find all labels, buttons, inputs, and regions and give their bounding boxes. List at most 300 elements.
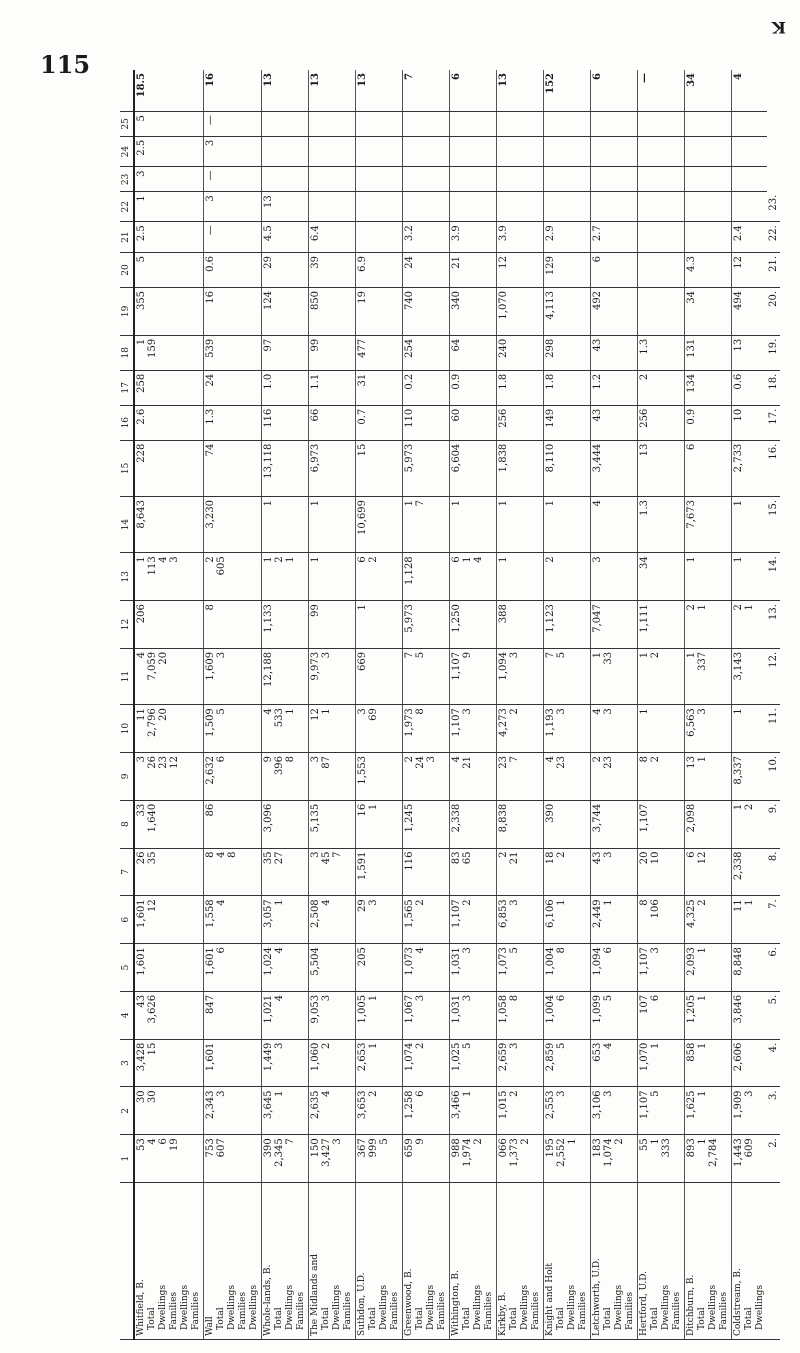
empty-cell	[638, 192, 685, 222]
data-cell	[732, 370, 768, 405]
cell-value: 1	[697, 1090, 708, 1097]
row-sub-label: Total	[216, 1307, 226, 1330]
cell-value: 1	[639, 708, 650, 715]
data-cell	[544, 497, 591, 553]
data-cell	[450, 222, 497, 253]
cell-value: 1,640	[147, 803, 158, 833]
footer-cell: 4.	[767, 1039, 780, 1087]
cell-value: 13	[263, 195, 274, 208]
cell-value: 1	[733, 708, 744, 715]
column-header: 17	[120, 370, 134, 405]
data-cell	[732, 497, 768, 553]
cell-value: 492	[592, 290, 603, 311]
row-name-cell	[544, 1183, 591, 1340]
empty-cell	[356, 222, 403, 253]
cell-value: 5,973	[404, 443, 415, 473]
row-name-cell	[134, 1183, 204, 1340]
cell-value: 1,123	[545, 604, 556, 633]
cell-value: 2	[404, 755, 415, 763]
cell-value: 2.6	[136, 408, 147, 425]
cell-value: 893	[686, 1138, 697, 1158]
empty-cell	[356, 192, 403, 222]
data-cell	[591, 553, 638, 601]
row-total: 13	[309, 70, 356, 112]
cell-value: 1	[733, 556, 744, 563]
data-cell	[638, 497, 685, 553]
cell-value: 3	[462, 947, 473, 954]
data-cell	[204, 335, 262, 370]
cell-value: 3,057	[263, 899, 274, 928]
column-header: 3	[120, 1039, 134, 1087]
data-cell	[450, 440, 497, 496]
data-cell	[544, 405, 591, 440]
footer-cell: 15.	[767, 497, 780, 553]
cell-value: 6	[158, 1138, 169, 1145]
data-cell	[403, 222, 450, 253]
cell-value: 12	[498, 255, 509, 269]
data-cell	[450, 553, 497, 601]
data-cell	[262, 991, 309, 1039]
cell-value: 609	[744, 1138, 755, 1158]
cell-value: 60	[451, 408, 462, 422]
cell-value: 24	[415, 755, 426, 769]
data-cell	[497, 601, 544, 649]
cell-value: 6	[556, 994, 567, 1002]
cell-value: 3	[332, 1138, 343, 1145]
empty-cell	[685, 192, 732, 222]
data-cell	[685, 648, 732, 704]
empty-cell	[356, 112, 403, 137]
cell-value: 4,325	[686, 899, 697, 928]
cell-value: 29	[263, 255, 274, 269]
column-header: 5	[120, 944, 134, 992]
table-row	[591, 70, 638, 1340]
data-cell	[204, 944, 262, 992]
cell-value: 367	[357, 1138, 368, 1158]
row-name-cell	[638, 1183, 685, 1340]
cell-value: 45	[321, 851, 332, 865]
cell-value: 2	[321, 1042, 332, 1050]
data-cell	[403, 252, 450, 287]
cell-value: 1,073	[498, 947, 509, 976]
data-cell	[262, 896, 309, 944]
cell-value: 1,625	[686, 1090, 697, 1120]
footer-cell: 7.	[767, 896, 780, 944]
data-cell	[134, 896, 204, 944]
cell-value: 4	[274, 947, 285, 954]
data-cell	[732, 896, 768, 944]
cell-value: 35	[147, 851, 158, 865]
cell-value: 6	[686, 443, 697, 451]
cell-value: 2.5	[136, 225, 147, 242]
data-cell	[497, 497, 544, 553]
data-cell	[544, 896, 591, 944]
row-sub-label: Total	[650, 1307, 660, 1330]
cell-value: 8	[639, 755, 650, 763]
cell-value: 3	[462, 708, 473, 715]
empty-cell	[403, 112, 450, 137]
data-cell	[450, 752, 497, 800]
data-cell	[204, 848, 262, 896]
row-sub-label: Dwellings	[520, 1284, 530, 1330]
column-header: 4	[120, 991, 134, 1039]
data-cell	[591, 1039, 638, 1087]
cell-value: 4	[451, 755, 462, 763]
cell-value: 3,744	[592, 803, 603, 833]
data-cell	[497, 800, 544, 848]
empty-cell	[544, 192, 591, 222]
data-cell	[403, 497, 450, 553]
empty-cell	[544, 167, 591, 192]
cell-value: 355	[136, 290, 147, 311]
cell-value: 5,504	[310, 947, 321, 976]
data-cell	[403, 405, 450, 440]
cell-value: 34	[639, 556, 650, 570]
data-cell	[450, 1087, 497, 1135]
cell-value: 5	[136, 255, 147, 263]
cell-value: 16	[205, 290, 216, 304]
cell-value: 1,591	[357, 851, 368, 881]
data-cell	[356, 335, 403, 370]
column-header: 11	[120, 648, 134, 704]
cell-value: 1,443	[733, 1138, 744, 1167]
cell-value: 1,107	[639, 803, 650, 833]
cell-value: 1,373	[509, 1138, 520, 1167]
data-cell	[732, 800, 768, 848]
cell-value: 4	[136, 651, 147, 659]
cell-value: 333	[661, 1138, 672, 1158]
cell-value: 396	[274, 755, 285, 776]
cell-value: 5,973	[404, 604, 415, 633]
data-cell	[134, 370, 204, 405]
cell-value: 6	[216, 755, 227, 763]
data-cell	[732, 848, 768, 896]
cell-value: 1	[451, 500, 462, 507]
cell-value: 8	[227, 851, 238, 858]
cell-value: 3	[744, 1090, 755, 1097]
data-cell	[497, 991, 544, 1039]
data-cell	[309, 648, 356, 704]
row-sub-label: Families	[437, 1291, 447, 1330]
cell-value: 8,848	[733, 947, 744, 976]
data-cell	[497, 1039, 544, 1087]
data-cell	[309, 497, 356, 553]
data-cell	[685, 1135, 732, 1183]
cell-value: 256	[639, 408, 650, 428]
cell-value: 3	[169, 556, 180, 563]
data-cell	[134, 167, 204, 192]
cell-value: 3	[650, 947, 661, 954]
cell-value: 1,025	[451, 1042, 462, 1072]
empty-cell	[450, 112, 497, 137]
table-row	[685, 70, 732, 1340]
cell-value: 6	[451, 556, 462, 563]
cell-value: 3	[274, 1042, 285, 1050]
row-sub-label: Dwellings	[249, 1284, 259, 1330]
row-sub-label: Families	[484, 1291, 494, 1330]
cell-value: 1.3	[205, 408, 216, 425]
data-cell	[544, 287, 591, 335]
column-header: 1	[120, 1135, 134, 1183]
cell-value: 3,428	[136, 1042, 147, 1072]
table-row	[638, 70, 685, 1340]
cell-value: 1	[498, 500, 509, 507]
cell-value: 2,449	[592, 899, 603, 928]
empty-cell	[638, 287, 685, 335]
data-cell	[356, 287, 403, 335]
cell-value: 4.3	[686, 255, 697, 272]
cell-value: 159	[147, 338, 158, 358]
data-cell	[262, 705, 309, 753]
data-cell	[591, 944, 638, 992]
empty-cell	[638, 167, 685, 192]
cell-value: 5	[379, 1138, 390, 1145]
data-cell	[450, 252, 497, 287]
column-header: 19	[120, 287, 134, 335]
cell-value: 1,553	[357, 755, 368, 785]
data-cell	[356, 705, 403, 753]
empty-cell	[638, 136, 685, 167]
cell-value: 2	[733, 604, 744, 611]
column-header: 21	[120, 222, 134, 253]
empty-cell	[403, 167, 450, 192]
cell-value: 1	[274, 1090, 285, 1097]
cell-value: 1.8	[545, 373, 556, 390]
cell-value: 8	[285, 755, 296, 763]
cell-value: 6,973	[310, 443, 321, 473]
cell-value: 6,106	[545, 899, 556, 928]
cell-value: 337	[697, 651, 708, 671]
cell-value: 99	[310, 338, 321, 352]
data-cell	[262, 553, 309, 601]
cell-value: 1	[697, 1138, 708, 1145]
cell-value: 2.4	[733, 225, 744, 242]
data-cell	[497, 287, 544, 335]
cell-value: 3	[603, 1090, 614, 1097]
column-header: 23	[120, 167, 134, 192]
cell-value: 1,601	[136, 947, 147, 976]
cell-value: 2,338	[451, 803, 462, 833]
data-cell	[204, 405, 262, 440]
cell-value: 533	[274, 708, 285, 728]
cell-value: 3	[603, 708, 614, 715]
data-cell	[134, 440, 204, 496]
cell-value: 2	[520, 1138, 531, 1145]
data-cell	[591, 601, 638, 649]
cell-value: 1	[733, 803, 744, 811]
cell-value: 390	[263, 1138, 274, 1158]
data-cell	[685, 752, 732, 800]
data-cell	[732, 648, 768, 704]
empty-cell	[497, 192, 544, 222]
data-cell	[309, 553, 356, 601]
data-cell	[356, 944, 403, 992]
data-cell	[403, 1135, 450, 1183]
data-cell	[309, 991, 356, 1039]
cell-value: 1,909	[733, 1090, 744, 1120]
cell-value: 1.2	[592, 373, 603, 390]
cell-value: 1	[321, 708, 332, 715]
cell-value: 2	[545, 556, 556, 563]
data-cell	[685, 991, 732, 1039]
cell-value: 1,449	[263, 1042, 274, 1072]
row-sub-label: Dwellings	[614, 1284, 624, 1330]
cell-value: 3,106	[592, 1090, 603, 1120]
cell-value: 1,070	[639, 1042, 650, 1072]
cell-value: 1	[686, 556, 697, 563]
empty-cell	[262, 136, 309, 167]
empty-cell	[309, 192, 356, 222]
data-cell	[204, 1039, 262, 1087]
cell-value: 9	[462, 651, 473, 659]
data-cell	[134, 800, 204, 848]
data-cell	[403, 896, 450, 944]
data-cell	[732, 944, 768, 992]
cell-value: 659	[404, 1138, 415, 1158]
row-sub-label: Families	[719, 1291, 729, 1330]
cell-value: 1	[274, 899, 285, 906]
cell-value: 1.0	[263, 373, 274, 390]
cell-value: 69	[368, 708, 379, 721]
cell-value: 15	[357, 443, 368, 457]
cell-value: 0.7	[357, 408, 368, 425]
data-cell	[732, 1039, 768, 1087]
cell-value: 74	[205, 443, 216, 457]
cell-value: 2,508	[310, 899, 321, 928]
data-cell	[732, 440, 768, 496]
data-cell	[450, 800, 497, 848]
empty-cell	[309, 112, 356, 137]
cell-value: 1	[567, 1138, 578, 1145]
cell-value: 1,074	[603, 1138, 614, 1167]
cell-value: 2,635	[310, 1090, 321, 1120]
cell-value: 5	[462, 1042, 473, 1050]
row-sub-label: Families	[169, 1291, 179, 1330]
cell-value: 2	[697, 899, 708, 906]
column-header: 9	[120, 752, 134, 800]
cell-value: 206	[136, 604, 147, 624]
cell-value: 3.2	[404, 225, 415, 242]
column-header-name	[120, 1183, 134, 1340]
cell-value: 1,031	[451, 947, 462, 976]
data-cell	[204, 222, 262, 253]
row-name-cell	[685, 1183, 732, 1340]
data-cell	[732, 252, 768, 287]
cell-value: 8	[205, 851, 216, 858]
cell-value: 2	[509, 1090, 520, 1097]
cell-value: 1,250	[451, 604, 462, 633]
data-cell	[309, 800, 356, 848]
column-header: 13	[120, 553, 134, 601]
cell-value: —	[205, 225, 216, 236]
data-cell	[497, 335, 544, 370]
row-sub-label: Dwellings	[158, 1284, 168, 1330]
cell-value: 9,973	[310, 651, 321, 681]
cell-value: 8	[415, 708, 426, 715]
data-cell	[204, 1135, 262, 1183]
data-cell	[544, 553, 591, 601]
row-sub-label: Dwellings	[567, 1284, 577, 1330]
cell-value: 753	[205, 1138, 216, 1158]
data-cell	[134, 752, 204, 800]
data-cell	[204, 752, 262, 800]
empty-cell	[732, 167, 768, 192]
cell-value: 2	[639, 373, 650, 381]
data-cell	[204, 167, 262, 192]
cell-value: 113	[147, 556, 158, 576]
data-cell	[544, 1087, 591, 1135]
cell-value: 1	[697, 755, 708, 763]
data-cell	[638, 896, 685, 944]
footer-cell: 5.	[767, 991, 780, 1039]
empty-cell	[685, 136, 732, 167]
data-cell	[134, 1039, 204, 1087]
footer-cell: 8.	[767, 848, 780, 896]
cell-value: 1	[136, 556, 147, 563]
cell-value: 23	[498, 755, 509, 769]
cell-value: 2,553	[545, 1090, 556, 1120]
data-cell	[638, 440, 685, 496]
data-cell	[450, 335, 497, 370]
data-cell	[356, 1039, 403, 1087]
footer-cell: 12.	[767, 648, 780, 704]
cell-value: 1,193	[545, 708, 556, 737]
data-cell	[356, 553, 403, 601]
column-header: 16	[120, 405, 134, 440]
footer-cell: 18.	[767, 370, 780, 405]
row-name-cell	[262, 1183, 309, 1340]
row-name-cell	[497, 1183, 544, 1340]
cell-value: 0.6	[205, 255, 216, 272]
cell-value: 1	[697, 994, 708, 1002]
cell-value: 1	[650, 1138, 661, 1145]
data-cell	[450, 848, 497, 896]
cell-value: 1.3	[639, 338, 650, 355]
row-name: Hertford, U.D.	[639, 1270, 649, 1336]
cell-value: 1,058	[498, 994, 509, 1024]
footer-cell-name	[767, 1183, 780, 1340]
data-cell	[134, 192, 204, 222]
cell-value: 65	[462, 851, 473, 865]
cell-value: 1,974	[462, 1138, 473, 1167]
empty-cell	[685, 167, 732, 192]
data-cell	[403, 553, 450, 601]
row-sub-label: Total	[274, 1307, 284, 1330]
footer-cell: 21.	[767, 252, 780, 287]
data-cell	[134, 848, 204, 896]
cell-value: 8,838	[498, 803, 509, 833]
cell-value: 3	[136, 755, 147, 763]
cell-value: 1,107	[639, 1090, 650, 1120]
cell-value: 3	[509, 899, 520, 906]
data-cell	[497, 1087, 544, 1135]
data-cell	[544, 252, 591, 287]
cell-value: 3	[556, 708, 567, 715]
data-cell	[685, 944, 732, 992]
footer-cell: 11.	[767, 705, 780, 753]
footer-cell: 19.	[767, 335, 780, 370]
data-cell	[204, 497, 262, 553]
table-row	[262, 70, 309, 1340]
cell-value: 1,067	[404, 994, 415, 1024]
empty-cell	[262, 112, 309, 137]
footer-cell: 2.	[767, 1135, 780, 1183]
cell-value: 4	[274, 994, 285, 1002]
data-cell	[204, 705, 262, 753]
cell-value: 19	[169, 1138, 180, 1151]
cell-value: 4	[321, 1090, 332, 1097]
empty-cell	[497, 167, 544, 192]
